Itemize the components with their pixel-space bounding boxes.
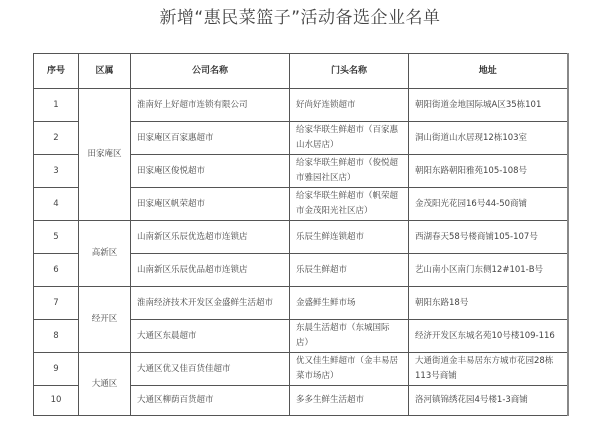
address: 金茂阳光花园16号44-50商铺 <box>409 188 568 221</box>
header-store-name: 门头名称 <box>290 54 409 89</box>
store-name: 东晨生活超市（东城国际店） <box>290 320 409 353</box>
table-row <box>34 89 568 122</box>
address: 朝阳街道金地国际城A区35栋101 <box>409 89 568 122</box>
enterprise-table <box>33 53 569 416</box>
table-header-row <box>34 54 568 89</box>
store-name: 优又佳生鲜超市（金丰易居菜市场店） <box>290 353 409 386</box>
serial-no: 6 <box>34 254 79 287</box>
company-name: 田家庵区百家惠超市 <box>131 122 290 155</box>
store-name: 金盛鲜生鲜市场 <box>290 287 409 320</box>
address: 朝阳东路朝阳雅苑105-108号 <box>409 155 568 188</box>
serial-no: 5 <box>34 221 79 254</box>
store-name: 给家华联生鲜超市（百家惠山水居店） <box>290 122 409 155</box>
table-row <box>34 287 568 320</box>
serial-no: 7 <box>34 287 79 320</box>
page-title: 新增“惠民菜篮子”活动备选企业名单 <box>159 8 441 28</box>
company-name: 山南新区乐辰优品超市连锁店 <box>131 254 290 287</box>
company-name: 淮南好上好超市连锁有限公司 <box>131 89 290 122</box>
address: 艺山南小区南门东侧12#101-B号 <box>409 254 568 287</box>
header-district: 区属 <box>79 54 131 89</box>
address: 西湖春天58号楼商铺105-107号 <box>409 221 568 254</box>
store-name: 乐辰生鲜超市 <box>290 254 409 287</box>
address: 洛河镇锦绣花园4号楼1-3商铺 <box>409 386 568 416</box>
address: 经济开发区东城名苑10号楼109-116 <box>409 320 568 353</box>
district-cell: 田家庵区 <box>79 89 131 221</box>
district-cell: 大通区 <box>79 353 131 416</box>
company-name: 田家庵区帆荣超市 <box>131 188 290 221</box>
company-name: 大通区东晨超市 <box>131 320 290 353</box>
address: 朝阳东路18号 <box>409 287 568 320</box>
table-row <box>34 221 568 254</box>
serial-no: 3 <box>34 155 79 188</box>
serial-no: 9 <box>34 353 79 386</box>
store-name: 给家华联生鲜超市（帆荣超市金茂阳光社区店） <box>290 188 409 221</box>
company-name: 田家庵区俊悦超市 <box>131 155 290 188</box>
company-name: 大通区优又佳百货佳超市 <box>131 353 290 386</box>
store-name: 乐辰生鲜连锁超市 <box>290 221 409 254</box>
company-name: 大通区柳荫百货超市 <box>131 386 290 416</box>
company-name: 山南新区乐辰优选超市连锁店 <box>131 221 290 254</box>
serial-no: 2 <box>34 122 79 155</box>
store-name: 多多生鲜生活超市 <box>290 386 409 416</box>
company-name: 淮南经济技术开发区金盛鲜生活超市 <box>131 287 290 320</box>
header-serial-no: 序号 <box>34 54 79 89</box>
district-cell: 经开区 <box>79 287 131 353</box>
table-row <box>34 353 568 386</box>
store-name: 好尚好连锁超市 <box>290 89 409 122</box>
address: 洞山街道山水居现12栋103室 <box>409 122 568 155</box>
serial-no: 1 <box>34 89 79 122</box>
serial-no: 8 <box>34 320 79 353</box>
district-cell: 高新区 <box>79 221 131 287</box>
serial-no: 10 <box>34 386 79 416</box>
serial-no: 4 <box>34 188 79 221</box>
address: 大通街道金丰易居东方城市花园28栋113号商铺 <box>409 353 568 386</box>
store-name: 给家华联生鲜超市（俊悦超市雅园社区店） <box>290 155 409 188</box>
header-company-name: 公司名称 <box>131 54 290 89</box>
header-address: 地址 <box>409 54 568 89</box>
